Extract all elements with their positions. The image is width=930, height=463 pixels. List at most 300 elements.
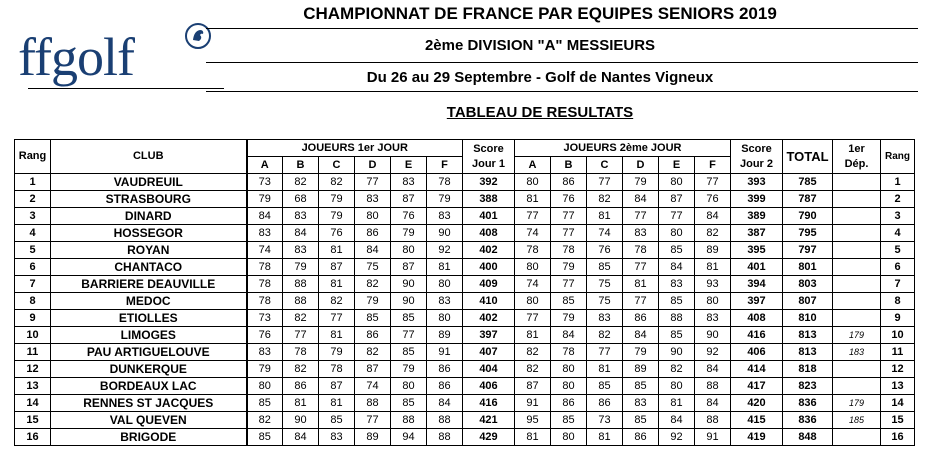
- day2-score-cell: 84: [695, 395, 731, 412]
- day2-score-cell: 81: [587, 361, 623, 378]
- day2-score-cell: 81: [695, 259, 731, 276]
- day1-score-cell: 86: [427, 361, 463, 378]
- depart-cell: [833, 225, 881, 242]
- score-day2-cell: 394: [731, 276, 783, 293]
- day2-score-cell: 86: [551, 174, 587, 191]
- player-d-day2-header: D: [623, 157, 659, 174]
- day2-score-cell: 83: [659, 276, 695, 293]
- player-b-day1-header: B: [283, 157, 319, 174]
- day2-score-cell: 87: [659, 191, 695, 208]
- day1-score-cell: 83: [247, 225, 283, 242]
- day1-score-cell: 81: [319, 242, 355, 259]
- score-day1-cell: 410: [463, 293, 515, 310]
- day1-score-cell: 83: [355, 191, 391, 208]
- day1-score-cell: 79: [355, 293, 391, 310]
- day2-score-cell: 75: [587, 276, 623, 293]
- rank-cell: 7: [15, 276, 51, 293]
- table-row: [15, 378, 915, 395]
- day1-score-cell: 80: [247, 378, 283, 395]
- player-e-day1-header: E: [391, 157, 427, 174]
- player-c-day1-header: C: [319, 157, 355, 174]
- dates-venue: Du 26 au 29 Septembre - Golf de Nantes Vigneux: [366, 69, 714, 86]
- rank-cell: 11: [15, 344, 51, 361]
- day1-score-cell: 84: [283, 225, 319, 242]
- club-cell: RENNES ST JACQUES: [51, 395, 247, 412]
- total-cell: 813: [783, 327, 833, 344]
- total-cell: 803: [783, 276, 833, 293]
- score-day2-cell: 406: [731, 344, 783, 361]
- day1-score-cell: 74: [247, 242, 283, 259]
- day1-score-cell: 80: [355, 208, 391, 225]
- day1-score-cell: 88: [427, 429, 463, 446]
- day2-score-cell: 90: [659, 344, 695, 361]
- total-cell: 823: [783, 378, 833, 395]
- score-day2-cell: 416: [731, 327, 783, 344]
- rank-cell: 16: [15, 429, 51, 446]
- depart-cell: [833, 378, 881, 395]
- day1-score-cell: 79: [427, 191, 463, 208]
- table-row: [15, 395, 915, 412]
- day2-score-cell: 91: [515, 395, 551, 412]
- club-cell: PAU ARTIGUELOUVE: [51, 344, 247, 361]
- day2-score-cell: 79: [551, 259, 587, 276]
- day2-score-cell: 78: [551, 242, 587, 259]
- score2-header: Score Jour 2: [731, 140, 783, 174]
- day1-score-cell: 90: [283, 412, 319, 429]
- depart-cell: 179: [833, 327, 881, 344]
- total-cell: 813: [783, 344, 833, 361]
- day2-score-cell: 85: [587, 378, 623, 395]
- rank-cell: 9: [15, 310, 51, 327]
- table-row: [15, 293, 915, 310]
- table-row: [15, 429, 915, 446]
- day2-score-cell: 85: [587, 259, 623, 276]
- day2-score-cell: 81: [623, 276, 659, 293]
- score-day2-cell: 399: [731, 191, 783, 208]
- day2-score-cell: 77: [551, 208, 587, 225]
- depart-cell: [833, 208, 881, 225]
- day1-score-cell: 83: [247, 344, 283, 361]
- day1-score-cell: 79: [391, 361, 427, 378]
- day2-score-cell: 80: [551, 378, 587, 395]
- day1-score-cell: 78: [319, 361, 355, 378]
- table-row: [15, 208, 915, 225]
- day2-score-cell: 82: [587, 327, 623, 344]
- club-cell: ETIOLLES: [51, 310, 247, 327]
- total-cell: 848: [783, 429, 833, 446]
- day1-score-cell: 77: [355, 174, 391, 191]
- club-cell: CHANTACO: [51, 259, 247, 276]
- day2-score-cell: 88: [659, 310, 695, 327]
- day2-score-cell: 90: [695, 327, 731, 344]
- day1-score-cell: 76: [247, 327, 283, 344]
- day1-score-cell: 83: [427, 293, 463, 310]
- day1-score-cell: 84: [283, 429, 319, 446]
- day1-score-cell: 81: [283, 395, 319, 412]
- day1-score-cell: 76: [319, 225, 355, 242]
- day2-score-cell: 85: [623, 412, 659, 429]
- day1-score-cell: 88: [427, 412, 463, 429]
- rank-cell: 4: [15, 225, 51, 242]
- score-day2-cell: 415: [731, 412, 783, 429]
- day2-score-cell: 82: [515, 361, 551, 378]
- day1-score-cell: 90: [427, 225, 463, 242]
- total-cell: 801: [783, 259, 833, 276]
- club-header: CLUB: [51, 140, 247, 174]
- score-day2-cell: 401: [731, 259, 783, 276]
- score-day1-cell: 409: [463, 276, 515, 293]
- depart-cell: [833, 310, 881, 327]
- day2-score-cell: 77: [695, 174, 731, 191]
- score-day1-cell: 392: [463, 174, 515, 191]
- depart-cell: [833, 259, 881, 276]
- rank2-cell: 10: [881, 327, 915, 344]
- day1-score-cell: 87: [319, 378, 355, 395]
- day2-score-cell: 74: [515, 276, 551, 293]
- day1-score-cell: 85: [247, 395, 283, 412]
- rooster-icon: [184, 22, 212, 50]
- rank2-cell: 4: [881, 225, 915, 242]
- day1-score-cell: 83: [391, 174, 427, 191]
- day2-score-cell: 79: [623, 344, 659, 361]
- player-f-day2-header: F: [695, 157, 731, 174]
- day2-score-cell: 78: [623, 242, 659, 259]
- day2-score-cell: 77: [515, 208, 551, 225]
- day2-score-cell: 77: [623, 208, 659, 225]
- day1-score-cell: 82: [355, 344, 391, 361]
- day1-score-cell: 75: [355, 259, 391, 276]
- day1-score-cell: 68: [283, 191, 319, 208]
- division-rule: [206, 62, 918, 63]
- rank2-cell: 3: [881, 208, 915, 225]
- rank2-cell: 1: [881, 174, 915, 191]
- rank-cell: 1: [15, 174, 51, 191]
- day2-score-cell: 81: [587, 429, 623, 446]
- day2-score-cell: 73: [587, 412, 623, 429]
- depart-cell: [833, 174, 881, 191]
- day2-score-cell: 88: [695, 378, 731, 395]
- club-cell: VAUDREUIL: [51, 174, 247, 191]
- day2-score-cell: 86: [623, 429, 659, 446]
- rank2-cell: 16: [881, 429, 915, 446]
- day2-score-cell: 80: [515, 174, 551, 191]
- day1-score-cell: 78: [247, 293, 283, 310]
- day2-score-cell: 87: [515, 378, 551, 395]
- day1-score-cell: 83: [283, 242, 319, 259]
- table-row: [15, 310, 915, 327]
- day1-score-cell: 79: [247, 361, 283, 378]
- day2-score-cell: 76: [695, 191, 731, 208]
- day1-score-cell: 87: [391, 259, 427, 276]
- club-cell: STRASBOURG: [51, 191, 247, 208]
- total-header: TOTAL: [783, 140, 833, 174]
- day1-score-cell: 87: [319, 259, 355, 276]
- rank-cell: 14: [15, 395, 51, 412]
- day2-score-cell: 82: [587, 191, 623, 208]
- score-day1-cell: 406: [463, 378, 515, 395]
- depart-cell: 185: [833, 412, 881, 429]
- score-day1-cell: 407: [463, 344, 515, 361]
- total-cell: 787: [783, 191, 833, 208]
- total-cell: 836: [783, 412, 833, 429]
- table-title: TABLEAU DE RESULTATS: [446, 104, 634, 121]
- day1-score-cell: 77: [391, 327, 427, 344]
- player-a-day2-header: A: [515, 157, 551, 174]
- day2-score-cell: 77: [587, 344, 623, 361]
- day1-score-cell: 90: [391, 293, 427, 310]
- player-d-day1-header: D: [355, 157, 391, 174]
- day1-score-cell: 81: [427, 259, 463, 276]
- total-cell: 797: [783, 242, 833, 259]
- club-cell: HOSSEGOR: [51, 225, 247, 242]
- day2-score-cell: 83: [623, 395, 659, 412]
- total-cell: 810: [783, 310, 833, 327]
- day1-score-cell: 89: [355, 429, 391, 446]
- score-day2-cell: 393: [731, 174, 783, 191]
- day2-score-cell: 81: [587, 208, 623, 225]
- day2-score-cell: 84: [659, 412, 695, 429]
- day2-score-cell: 76: [551, 191, 587, 208]
- day1-score-cell: 79: [391, 225, 427, 242]
- day2-score-cell: 89: [695, 242, 731, 259]
- day2-score-cell: 77: [623, 293, 659, 310]
- day2-score-cell: 80: [659, 174, 695, 191]
- day2-score-cell: 81: [659, 395, 695, 412]
- score-day2-cell: 395: [731, 242, 783, 259]
- day1-score-cell: 83: [427, 208, 463, 225]
- day2-score-cell: 78: [551, 344, 587, 361]
- day2-score-cell: 80: [515, 293, 551, 310]
- day1-score-cell: 77: [283, 327, 319, 344]
- total-cell: 836: [783, 395, 833, 412]
- day2-score-cell: 77: [551, 225, 587, 242]
- depart-cell: [833, 293, 881, 310]
- day1-score-cell: 87: [355, 361, 391, 378]
- depart-header: 1er Dép.: [833, 140, 881, 174]
- score-day1-cell: 388: [463, 191, 515, 208]
- day2-score-cell: 80: [515, 259, 551, 276]
- day2-score-cell: 79: [551, 310, 587, 327]
- rang-header: Rang: [15, 140, 51, 174]
- day1-score-cell: 92: [427, 242, 463, 259]
- score-day1-cell: 400: [463, 259, 515, 276]
- score-day2-cell: 414: [731, 361, 783, 378]
- day1-score-cell: 77: [355, 412, 391, 429]
- day1-score-cell: 79: [319, 344, 355, 361]
- day2-score-cell: 85: [659, 293, 695, 310]
- day2-score-cell: 88: [695, 412, 731, 429]
- day1-score-cell: 86: [283, 378, 319, 395]
- day1-score-cell: 77: [319, 310, 355, 327]
- day1-score-cell: 88: [355, 395, 391, 412]
- total-cell: 807: [783, 293, 833, 310]
- day1-score-cell: 89: [427, 327, 463, 344]
- depart-cell: [833, 191, 881, 208]
- day1-score-cell: 81: [319, 395, 355, 412]
- depart-cell: 179: [833, 395, 881, 412]
- day2-score-cell: 86: [551, 395, 587, 412]
- depart-cell: [833, 429, 881, 446]
- depart-cell: [833, 242, 881, 259]
- day2-score-cell: 77: [551, 276, 587, 293]
- rank2-cell: 11: [881, 344, 915, 361]
- day1-score-cell: 83: [319, 429, 355, 446]
- day1-score-cell: 82: [283, 361, 319, 378]
- day2-score-cell: 83: [695, 310, 731, 327]
- club-cell: VAL QUEVEN: [51, 412, 247, 429]
- day1-score-cell: 78: [427, 174, 463, 191]
- rank2-cell: 6: [881, 259, 915, 276]
- day1-score-cell: 81: [319, 327, 355, 344]
- joueurs1-header: JOUEURS 1er JOUR: [247, 140, 463, 157]
- day1-score-cell: 88: [283, 276, 319, 293]
- day1-score-cell: 94: [391, 429, 427, 446]
- rank2-cell: 5: [881, 242, 915, 259]
- day1-score-cell: 82: [283, 310, 319, 327]
- day2-score-cell: 82: [659, 361, 695, 378]
- rank-cell: 8: [15, 293, 51, 310]
- club-cell: DINARD: [51, 208, 247, 225]
- rank2-cell: 13: [881, 378, 915, 395]
- score-day1-cell: 408: [463, 225, 515, 242]
- table-row: [15, 344, 915, 361]
- total-cell: 785: [783, 174, 833, 191]
- day2-score-cell: 82: [515, 344, 551, 361]
- table-row: [15, 327, 915, 344]
- day2-score-cell: 84: [695, 361, 731, 378]
- day1-score-cell: 85: [355, 310, 391, 327]
- day1-score-cell: 79: [319, 208, 355, 225]
- day1-score-cell: 78: [283, 344, 319, 361]
- results-table: [14, 139, 915, 446]
- day2-score-cell: 84: [695, 208, 731, 225]
- day2-score-cell: 85: [659, 242, 695, 259]
- day2-score-cell: 86: [623, 310, 659, 327]
- day2-score-cell: 89: [623, 361, 659, 378]
- day2-score-cell: 82: [695, 225, 731, 242]
- score-day1-cell: 421: [463, 412, 515, 429]
- score-day1-cell: 402: [463, 310, 515, 327]
- logo-wordmark: ffgolf: [18, 27, 134, 87]
- day1-score-cell: 73: [247, 174, 283, 191]
- day1-score-cell: 73: [247, 310, 283, 327]
- table-row: [15, 259, 915, 276]
- day1-score-cell: 80: [391, 242, 427, 259]
- day1-score-cell: 83: [283, 208, 319, 225]
- rank-cell: 5: [15, 242, 51, 259]
- rank-cell: 6: [15, 259, 51, 276]
- day2-score-cell: 93: [695, 276, 731, 293]
- day1-score-cell: 76: [391, 208, 427, 225]
- day2-score-cell: 77: [659, 208, 695, 225]
- joueurs2-header: JOUEURS 2ème JOUR: [515, 140, 731, 157]
- day2-score-cell: 77: [623, 259, 659, 276]
- day2-score-cell: 84: [623, 191, 659, 208]
- score-day1-cell: 402: [463, 242, 515, 259]
- rank2-cell: 14: [881, 395, 915, 412]
- dates-rule: [206, 91, 918, 92]
- day1-score-cell: 82: [283, 174, 319, 191]
- day2-score-cell: 81: [515, 191, 551, 208]
- table-row: [15, 225, 915, 242]
- day2-score-cell: 91: [695, 429, 731, 446]
- day1-score-cell: 79: [319, 191, 355, 208]
- score-day2-cell: 420: [731, 395, 783, 412]
- day2-score-cell: 76: [587, 242, 623, 259]
- rank2-cell: 7: [881, 276, 915, 293]
- day2-score-cell: 77: [587, 174, 623, 191]
- day2-score-cell: 80: [551, 429, 587, 446]
- day1-score-cell: 88: [283, 293, 319, 310]
- day1-score-cell: 84: [247, 208, 283, 225]
- day1-score-cell: 85: [391, 344, 427, 361]
- day2-score-cell: 85: [623, 378, 659, 395]
- depart-cell: 183: [833, 344, 881, 361]
- score-day1-cell: 429: [463, 429, 515, 446]
- rank-cell: 15: [15, 412, 51, 429]
- score-day1-cell: 404: [463, 361, 515, 378]
- day1-score-cell: 85: [319, 412, 355, 429]
- day1-score-cell: 87: [391, 191, 427, 208]
- day1-score-cell: 85: [391, 310, 427, 327]
- day1-score-cell: 80: [427, 276, 463, 293]
- score-day2-cell: 408: [731, 310, 783, 327]
- total-cell: 818: [783, 361, 833, 378]
- rank-cell: 3: [15, 208, 51, 225]
- club-cell: ROYAN: [51, 242, 247, 259]
- day1-score-cell: 86: [427, 378, 463, 395]
- day2-score-cell: 79: [623, 174, 659, 191]
- day1-score-cell: 84: [427, 395, 463, 412]
- day2-score-cell: 92: [695, 344, 731, 361]
- ffgolf-logo: [18, 22, 218, 92]
- rank2-cell: 15: [881, 412, 915, 429]
- score1-header: Score Jour 1: [463, 140, 515, 174]
- day2-score-cell: 78: [515, 242, 551, 259]
- day1-score-cell: 80: [427, 310, 463, 327]
- day1-score-cell: 90: [391, 276, 427, 293]
- table-row: [15, 191, 915, 208]
- day2-score-cell: 84: [551, 327, 587, 344]
- player-e-day2-header: E: [659, 157, 695, 174]
- day1-score-cell: 85: [247, 429, 283, 446]
- score-day2-cell: 387: [731, 225, 783, 242]
- rank-cell: 12: [15, 361, 51, 378]
- day2-score-cell: 75: [587, 293, 623, 310]
- day1-score-cell: 81: [319, 276, 355, 293]
- day2-score-cell: 74: [515, 225, 551, 242]
- day1-score-cell: 85: [391, 395, 427, 412]
- day1-score-cell: 86: [355, 327, 391, 344]
- club-cell: BRIGODE: [51, 429, 247, 446]
- table-row: [15, 361, 915, 378]
- depart-cell: [833, 276, 881, 293]
- rank-cell: 2: [15, 191, 51, 208]
- player-b-day2-header: B: [551, 157, 587, 174]
- header-row: [15, 140, 915, 157]
- day2-score-cell: 81: [515, 429, 551, 446]
- table-row: [15, 174, 915, 191]
- division-heading: 2ème DIVISION "A" MESSIEURS: [424, 37, 656, 54]
- day1-score-cell: 82: [319, 293, 355, 310]
- rank-cell: 10: [15, 327, 51, 344]
- player-a-day1-header: A: [247, 157, 283, 174]
- score-day2-cell: 389: [731, 208, 783, 225]
- day2-score-cell: 74: [587, 225, 623, 242]
- day1-score-cell: 82: [355, 276, 391, 293]
- score-day2-cell: 419: [731, 429, 783, 446]
- club-cell: LIMOGES: [51, 327, 247, 344]
